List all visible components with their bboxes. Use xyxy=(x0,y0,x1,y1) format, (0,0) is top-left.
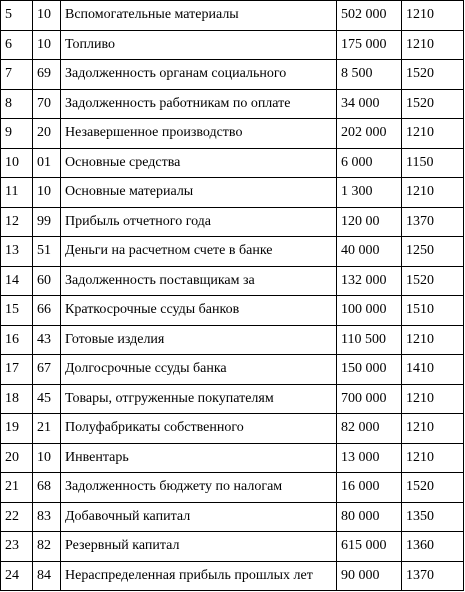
row-number-cell: 20 xyxy=(1,443,33,473)
item-name-cell: Задолженность работникам по оплате xyxy=(61,89,337,119)
item-name-cell: Незавершенное производство xyxy=(61,119,337,149)
amount-cell: 120 00 xyxy=(337,207,402,237)
table-row xyxy=(1,561,464,591)
amount-cell: 1 300 xyxy=(337,178,402,208)
amount-cell: 80 000 xyxy=(337,502,402,532)
row-number-cell: 11 xyxy=(1,178,33,208)
balance-code-cell: 1510 xyxy=(402,296,464,326)
row-number-cell: 13 xyxy=(1,237,33,267)
row-number-cell: 23 xyxy=(1,532,33,562)
row-number-cell: 18 xyxy=(1,384,33,414)
row-number-cell: 12 xyxy=(1,207,33,237)
balance-code-cell: 1210 xyxy=(402,384,464,414)
item-name-cell: Инвентарь xyxy=(61,443,337,473)
balance-code-cell: 1210 xyxy=(402,443,464,473)
balance-code-cell: 1250 xyxy=(402,237,464,267)
row-number-cell: 6 xyxy=(1,30,33,60)
account-number-cell: 83 xyxy=(33,502,61,532)
account-number-cell: 99 xyxy=(33,207,61,237)
row-number-cell: 22 xyxy=(1,502,33,532)
item-name-cell: Топливо xyxy=(61,30,337,60)
balance-code-cell: 1520 xyxy=(402,473,464,503)
table-row xyxy=(1,30,464,60)
account-number-cell: 10 xyxy=(33,443,61,473)
table-row xyxy=(1,355,464,385)
account-number-cell: 01 xyxy=(33,148,61,178)
table-row xyxy=(1,237,464,267)
row-number-cell: 9 xyxy=(1,119,33,149)
account-number-cell: 10 xyxy=(33,178,61,208)
amount-cell: 100 000 xyxy=(337,296,402,326)
amount-cell: 82 000 xyxy=(337,414,402,444)
account-number-cell: 10 xyxy=(33,30,61,60)
balance-code-cell: 1350 xyxy=(402,502,464,532)
row-number-cell: 19 xyxy=(1,414,33,444)
amount-cell: 13 000 xyxy=(337,443,402,473)
row-number-cell: 16 xyxy=(1,325,33,355)
row-number-cell: 7 xyxy=(1,60,33,90)
row-number-cell: 8 xyxy=(1,89,33,119)
table-row xyxy=(1,178,464,208)
table-row xyxy=(1,207,464,237)
account-number-cell: 82 xyxy=(33,532,61,562)
amount-cell: 502 000 xyxy=(337,1,402,31)
table-row xyxy=(1,119,464,149)
balance-code-cell: 1210 xyxy=(402,30,464,60)
item-name-cell: Основные средства xyxy=(61,148,337,178)
table-body xyxy=(1,1,464,591)
table-row xyxy=(1,60,464,90)
item-name-cell: Долгосрочные ссуды банка xyxy=(61,355,337,385)
balance-code-cell: 1210 xyxy=(402,325,464,355)
amount-cell: 132 000 xyxy=(337,266,402,296)
table-row xyxy=(1,266,464,296)
item-name-cell: Краткосрочные ссуды банков xyxy=(61,296,337,326)
account-number-cell: 60 xyxy=(33,266,61,296)
balance-code-cell: 1210 xyxy=(402,1,464,31)
balance-code-cell: 1370 xyxy=(402,207,464,237)
account-number-cell: 70 xyxy=(33,89,61,119)
item-name-cell: Деньги на расчетном счете в банке xyxy=(61,237,337,267)
row-number-cell: 15 xyxy=(1,296,33,326)
item-name-cell: Резервный капитал xyxy=(61,532,337,562)
amount-cell: 700 000 xyxy=(337,384,402,414)
item-name-cell: Вспомогательные материалы xyxy=(61,1,337,31)
account-number-cell: 21 xyxy=(33,414,61,444)
item-name-cell: Основные материалы xyxy=(61,178,337,208)
row-number-cell: 24 xyxy=(1,561,33,591)
account-number-cell: 10 xyxy=(33,1,61,31)
amount-cell: 150 000 xyxy=(337,355,402,385)
item-name-cell: Полуфабрикаты собственного xyxy=(61,414,337,444)
account-number-cell: 67 xyxy=(33,355,61,385)
account-number-cell: 69 xyxy=(33,60,61,90)
table-row xyxy=(1,443,464,473)
table-row xyxy=(1,148,464,178)
table-row xyxy=(1,296,464,326)
amount-cell: 34 000 xyxy=(337,89,402,119)
row-number-cell: 14 xyxy=(1,266,33,296)
account-number-cell: 20 xyxy=(33,119,61,149)
balance-code-cell: 1520 xyxy=(402,89,464,119)
item-name-cell: Задолженность поставщикам за xyxy=(61,266,337,296)
row-number-cell: 10 xyxy=(1,148,33,178)
amount-cell: 16 000 xyxy=(337,473,402,503)
table-row xyxy=(1,532,464,562)
balance-code-cell: 1210 xyxy=(402,414,464,444)
amount-cell: 6 000 xyxy=(337,148,402,178)
item-name-cell: Готовые изделия xyxy=(61,325,337,355)
account-number-cell: 43 xyxy=(33,325,61,355)
balance-code-cell: 1150 xyxy=(402,148,464,178)
balance-code-cell: 1410 xyxy=(402,355,464,385)
row-number-cell: 17 xyxy=(1,355,33,385)
account-number-cell: 51 xyxy=(33,237,61,267)
balance-code-cell: 1370 xyxy=(402,561,464,591)
account-number-cell: 84 xyxy=(33,561,61,591)
item-name-cell: Прибыль отчетного года xyxy=(61,207,337,237)
amount-cell: 202 000 xyxy=(337,119,402,149)
balance-code-cell: 1210 xyxy=(402,178,464,208)
table-row xyxy=(1,473,464,503)
item-name-cell: Нераспределенная прибыль прошлых лет xyxy=(61,561,337,591)
account-number-cell: 45 xyxy=(33,384,61,414)
balance-code-cell: 1520 xyxy=(402,60,464,90)
balance-code-cell: 1520 xyxy=(402,266,464,296)
table-row xyxy=(1,414,464,444)
balance-code-cell: 1210 xyxy=(402,119,464,149)
table-row xyxy=(1,502,464,532)
account-number-cell: 68 xyxy=(33,473,61,503)
row-number-cell: 5 xyxy=(1,1,33,31)
table-row xyxy=(1,1,464,31)
table-row xyxy=(1,325,464,355)
item-name-cell: Добавочный капитал xyxy=(61,502,337,532)
item-name-cell: Задолженность бюджету по налогам xyxy=(61,473,337,503)
amount-cell: 175 000 xyxy=(337,30,402,60)
item-name-cell: Задолженность органам социального xyxy=(61,60,337,90)
row-number-cell: 21 xyxy=(1,473,33,503)
account-number-cell: 66 xyxy=(33,296,61,326)
amount-cell: 90 000 xyxy=(337,561,402,591)
amount-cell: 110 500 xyxy=(337,325,402,355)
amount-cell: 8 500 xyxy=(337,60,402,90)
item-name-cell: Товары, отгруженные покупателям xyxy=(61,384,337,414)
balance-code-cell: 1360 xyxy=(402,532,464,562)
table-row xyxy=(1,384,464,414)
table-row xyxy=(1,89,464,119)
amount-cell: 40 000 xyxy=(337,237,402,267)
amount-cell: 615 000 xyxy=(337,532,402,562)
